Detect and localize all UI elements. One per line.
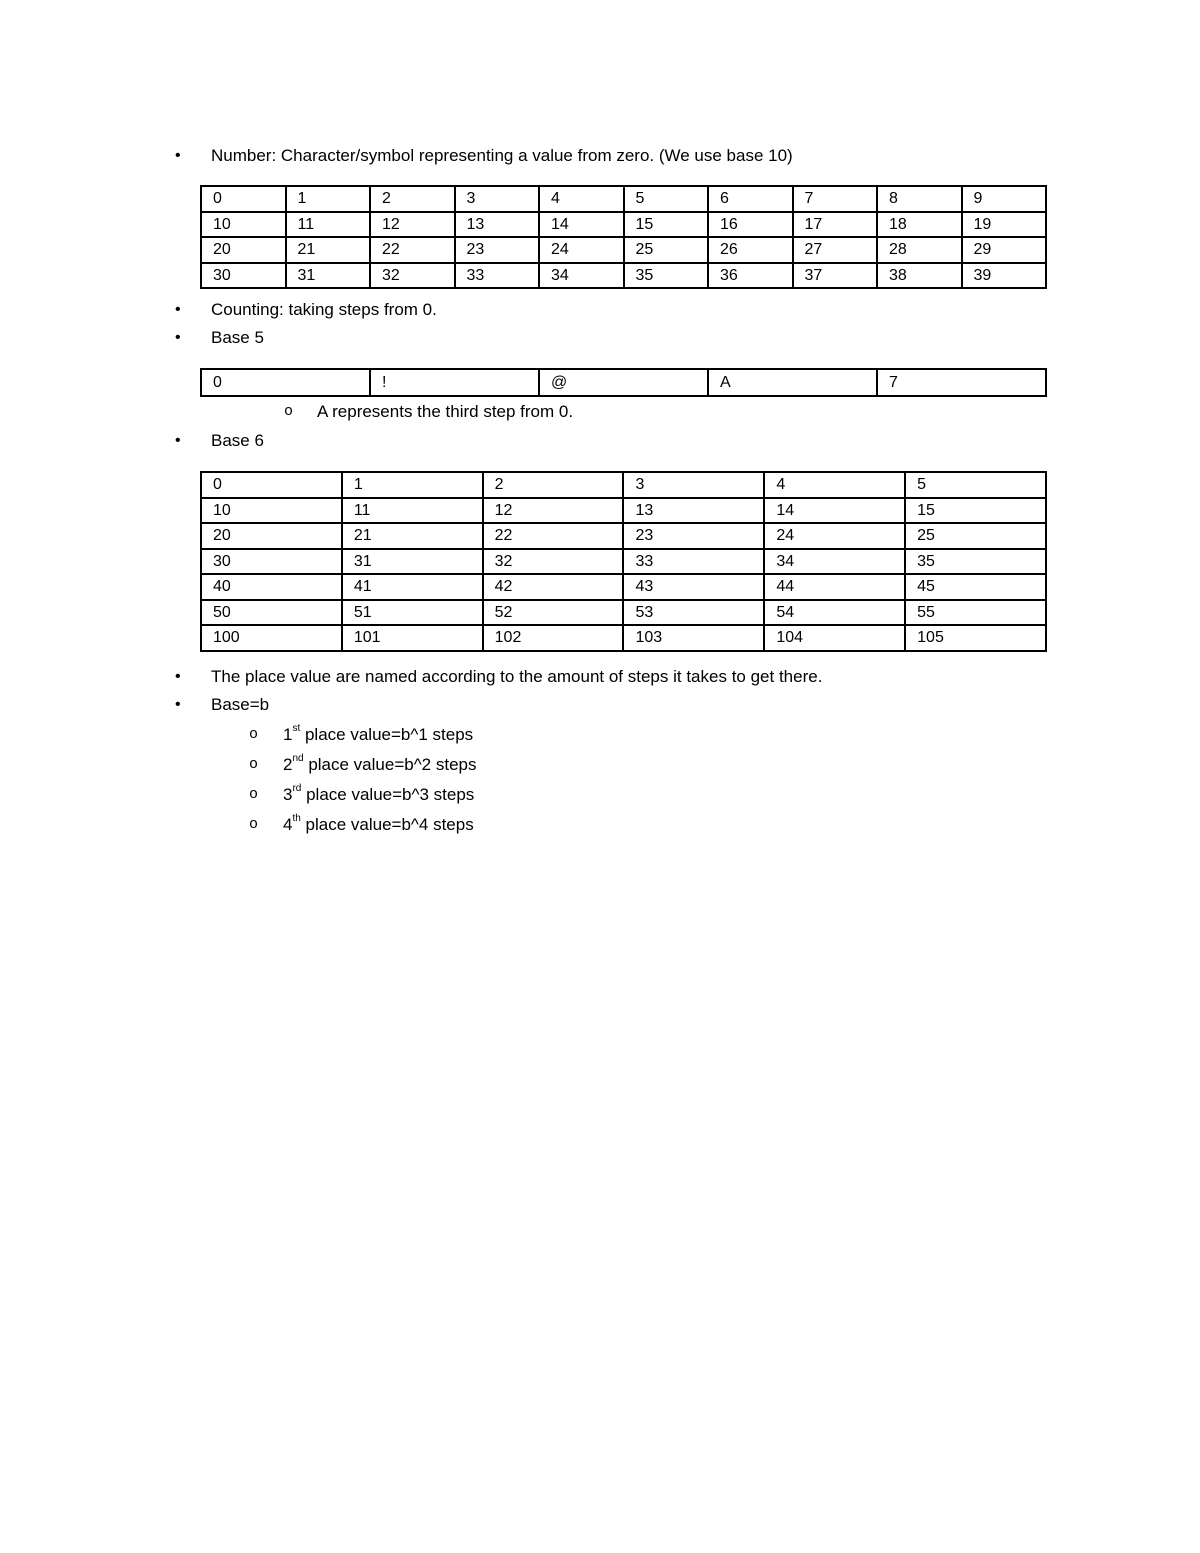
table-cell: 0 xyxy=(201,186,286,212)
table-cell: 5 xyxy=(624,186,709,212)
base-b-heading: Base=b xyxy=(211,695,270,714)
table-cell: 23 xyxy=(455,237,540,263)
table-cell: 34 xyxy=(764,549,905,575)
table-cell: 3 xyxy=(455,186,540,212)
table-row xyxy=(201,600,1046,626)
table-cell: 33 xyxy=(623,549,764,575)
table-cell: 15 xyxy=(624,212,709,238)
sub-bullet-icon: o xyxy=(249,816,259,833)
table-row xyxy=(201,263,1046,289)
table-cell: 11 xyxy=(286,212,371,238)
base10-table xyxy=(200,185,1047,289)
bullet-icon: • xyxy=(175,668,181,685)
table-cell: 37 xyxy=(793,263,878,289)
table-cell: 32 xyxy=(483,549,624,575)
place-number: 3 xyxy=(283,785,293,804)
place-number: 2 xyxy=(283,755,293,774)
table-cell: 2 xyxy=(483,472,624,498)
sub-bullet-icon: o xyxy=(284,403,294,420)
table-cell: 51 xyxy=(342,600,483,626)
table-row xyxy=(201,498,1046,524)
table-cell: 26 xyxy=(708,237,793,263)
table-cell: 23 xyxy=(623,523,764,549)
table-cell: 7 xyxy=(793,186,878,212)
table-cell: 38 xyxy=(877,263,962,289)
table-cell: 30 xyxy=(201,263,286,289)
bullet-icon: • xyxy=(175,696,181,713)
table-cell: 3 xyxy=(623,472,764,498)
table-cell: 30 xyxy=(201,549,342,575)
table-cell: 14 xyxy=(539,212,624,238)
table-row xyxy=(201,625,1046,651)
bullet-icon: • xyxy=(175,329,181,346)
table-cell: 53 xyxy=(623,600,764,626)
place-number: 1 xyxy=(283,725,293,744)
place-text: place value=b^3 steps xyxy=(301,785,475,804)
table-cell: 21 xyxy=(342,523,483,549)
table-cell: 41 xyxy=(342,574,483,600)
base5-heading: Base 5 xyxy=(211,328,264,347)
table-cell: 102 xyxy=(483,625,624,651)
table-cell: 103 xyxy=(623,625,764,651)
table-cell: 20 xyxy=(201,523,342,549)
bullet-icon: • xyxy=(175,432,181,449)
table-cell: 4 xyxy=(764,472,905,498)
table-cell: 31 xyxy=(342,549,483,575)
table-row xyxy=(201,237,1046,263)
table-cell: 13 xyxy=(455,212,540,238)
table-cell: 24 xyxy=(764,523,905,549)
table-cell: 42 xyxy=(483,574,624,600)
table-cell: ! xyxy=(370,369,539,396)
place-value-definition: The place value are named according to the amount of steps it takes to get there. xyxy=(211,667,823,686)
table-cell: 55 xyxy=(905,600,1046,626)
place-number: 4 xyxy=(283,815,293,834)
base5-note: A represents the third step from 0. xyxy=(317,402,574,421)
table-cell: 24 xyxy=(539,237,624,263)
place-text: place value=b^2 steps xyxy=(303,755,477,774)
table-cell: A xyxy=(708,369,877,396)
table-cell: 105 xyxy=(905,625,1046,651)
ordinal-suffix: nd xyxy=(292,753,304,765)
table-cell: 27 xyxy=(793,237,878,263)
ordinal-suffix: rd xyxy=(292,783,302,795)
table-cell: 0 xyxy=(201,472,342,498)
ordinal-suffix: th xyxy=(292,813,301,825)
table-cell: 10 xyxy=(201,498,342,524)
table-cell: 16 xyxy=(708,212,793,238)
table-cell: 8 xyxy=(877,186,962,212)
number-definition: Number: Character/symbol representing a value from zero. (We use base 10) xyxy=(211,146,793,165)
table-cell: 21 xyxy=(286,237,371,263)
table-cell: 0 xyxy=(201,369,370,396)
place-text: place value=b^1 steps xyxy=(300,725,474,744)
table-row xyxy=(201,574,1046,600)
table-row xyxy=(201,186,1046,212)
base5-table xyxy=(200,368,1047,397)
table-cell: 29 xyxy=(962,237,1047,263)
table-cell: 101 xyxy=(342,625,483,651)
bullet-icon: • xyxy=(175,147,181,164)
table-cell: 17 xyxy=(793,212,878,238)
place-value-item xyxy=(283,815,474,835)
base6-table xyxy=(200,471,1047,652)
table-cell: 35 xyxy=(905,549,1046,575)
table-cell: 52 xyxy=(483,600,624,626)
table-cell: 50 xyxy=(201,600,342,626)
table-cell: 1 xyxy=(286,186,371,212)
table-cell: @ xyxy=(539,369,708,396)
table-cell: 12 xyxy=(370,212,455,238)
table-cell: 12 xyxy=(483,498,624,524)
table-cell: 1 xyxy=(342,472,483,498)
table-cell: 25 xyxy=(624,237,709,263)
table-cell: 9 xyxy=(962,186,1047,212)
table-cell: 25 xyxy=(905,523,1046,549)
ordinal-suffix: st xyxy=(292,723,301,735)
table-cell: 11 xyxy=(342,498,483,524)
table-cell: 22 xyxy=(370,237,455,263)
place-value-item xyxy=(283,785,474,805)
table-cell: 5 xyxy=(905,472,1046,498)
table-cell: 33 xyxy=(455,263,540,289)
table-cell: 35 xyxy=(624,263,709,289)
base6-heading: Base 6 xyxy=(211,431,264,450)
place-value-item xyxy=(283,725,473,745)
table-cell: 28 xyxy=(877,237,962,263)
table-cell: 20 xyxy=(201,237,286,263)
table-cell: 39 xyxy=(962,263,1047,289)
table-cell: 10 xyxy=(201,212,286,238)
place-text: place value=b^4 steps xyxy=(300,815,474,834)
table-cell: 19 xyxy=(962,212,1047,238)
bullet-icon: • xyxy=(175,301,181,318)
table-cell: 13 xyxy=(623,498,764,524)
sub-bullet-icon: o xyxy=(249,756,259,773)
table-cell: 45 xyxy=(905,574,1046,600)
table-cell: 34 xyxy=(539,263,624,289)
table-cell: 43 xyxy=(623,574,764,600)
table-cell: 22 xyxy=(483,523,624,549)
place-value-item xyxy=(283,755,477,775)
table-row xyxy=(201,523,1046,549)
sub-bullet-icon: o xyxy=(249,786,259,803)
table-cell: 104 xyxy=(764,625,905,651)
table-cell: 31 xyxy=(286,263,371,289)
counting-definition: Counting: taking steps from 0. xyxy=(211,300,437,319)
table-cell: 100 xyxy=(201,625,342,651)
table-cell: 14 xyxy=(764,498,905,524)
table-cell: 18 xyxy=(877,212,962,238)
table-cell: 32 xyxy=(370,263,455,289)
table-row xyxy=(201,549,1046,575)
table-cell: 36 xyxy=(708,263,793,289)
table-cell: 44 xyxy=(764,574,905,600)
table-cell: 6 xyxy=(708,186,793,212)
sub-bullet-icon: o xyxy=(249,726,259,743)
table-cell: 2 xyxy=(370,186,455,212)
table-cell: 54 xyxy=(764,600,905,626)
table-row xyxy=(201,472,1046,498)
table-row xyxy=(201,212,1046,238)
table-cell: 7 xyxy=(877,369,1046,396)
table-cell: 15 xyxy=(905,498,1046,524)
table-row xyxy=(201,369,1046,396)
table-cell: 4 xyxy=(539,186,624,212)
table-cell: 40 xyxy=(201,574,342,600)
